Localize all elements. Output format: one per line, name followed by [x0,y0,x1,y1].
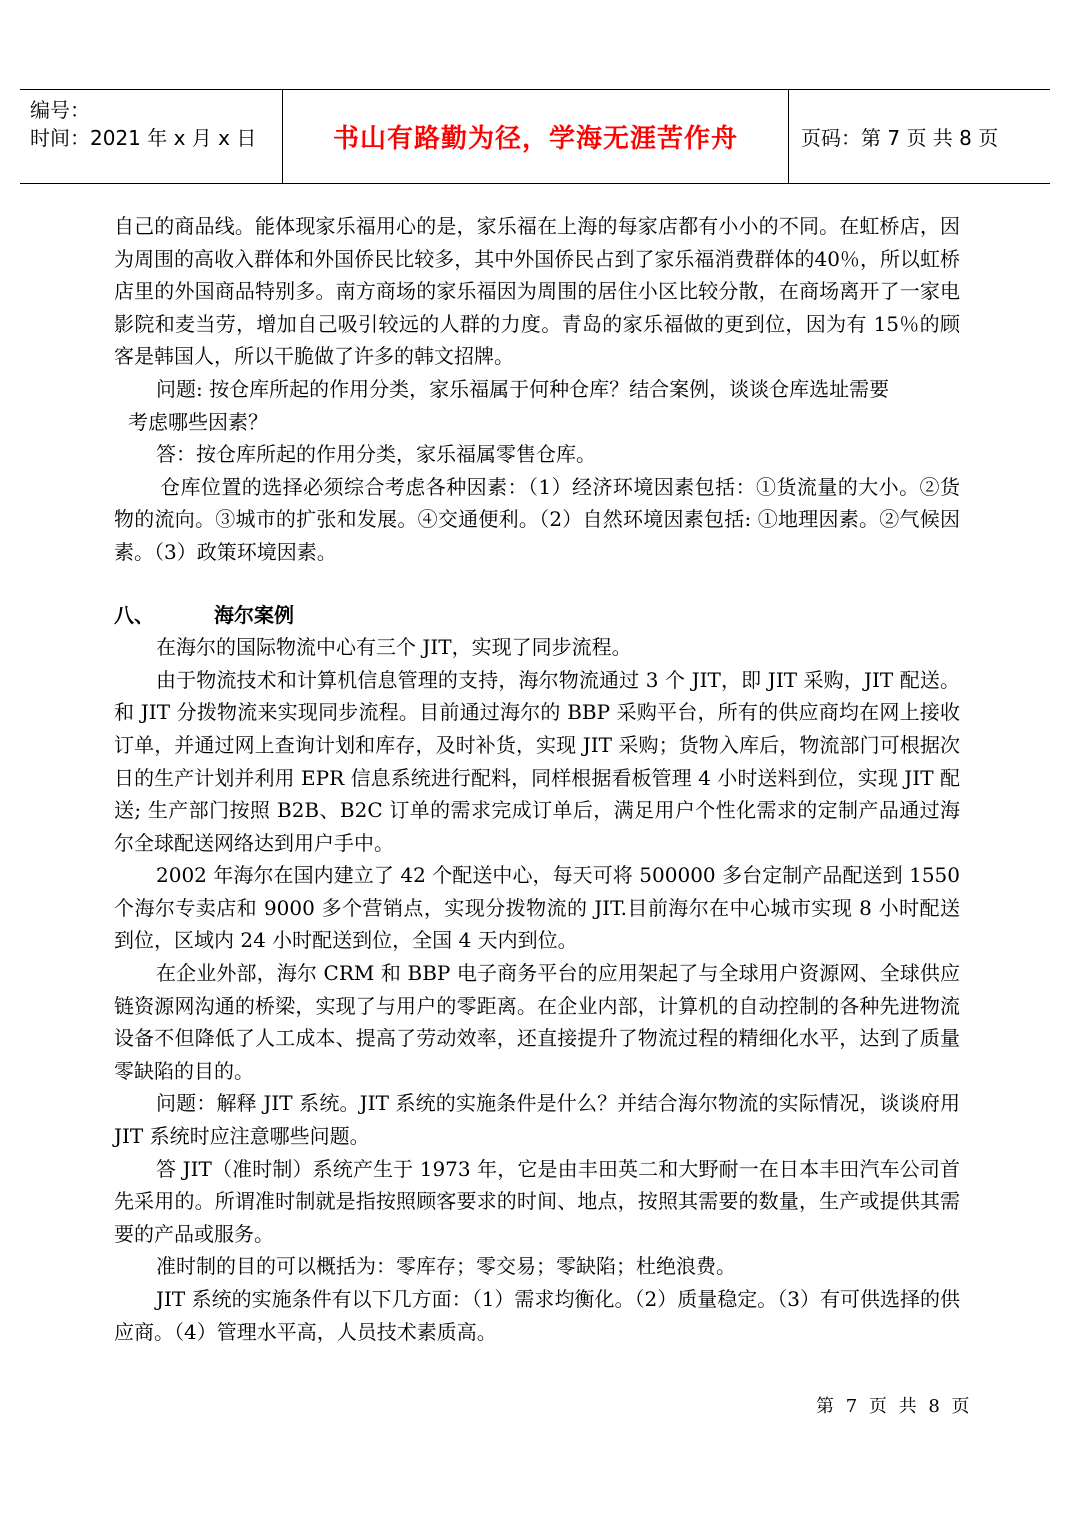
paragraph-haier-logistics: 由于物流技术和计算机信息管理的支持，海尔物流通过 3 个 JIT，即 JIT 采购，JIT 配送。和 JIT 分拨物流来实现同步流程。目前通过海尔的 BBP 采购平台，所有的供应商均在网上接收订单，并通过网上查询计划和库存，及时补货，实现 JIT 采购；货物入库后，物流部门可根据次日的生产计划并利用 EPR 信息系统进行配料，同样根据看板管理 4 小时送料到位，实现 JIT 配送; 生产部门按照 B2B、B2C 订单的需求完成订单后，满足用户个性化需求的定制产品通过海尔全球配送网络达到用户手中。 [114,667,960,855]
header-left-cell [20,90,282,183]
page-header [20,89,1050,184]
paragraph-haier-jit: 在海尔的国际物流中心有三个 JIT，实现了同步流程。 [156,635,632,660]
document-time-label: 时间：2021 年 x 月 x 日 [30,126,257,150]
header-motto-cell [282,90,789,183]
paragraph-carrefour-stores: 自己的商品线。能体现家乐福用心的是，家乐福在上海的每家店都有小小的不同。在虹桥店，因为周围的高收入群体和外国侨民比较多，其中外国侨民占到了家乐福消费群体的40％，所以虹桥店里的外国商品特别多。南方商场的家乐福因为周围的居住小区比较分散，在商场离开了一家电影院和麦当劳，增加自己吸引较远的人群的力度。青岛的家乐福做的更到位，因为有 15％的顾客是韩国人，所以干脆做了许多的韩文招牌。 [114,214,960,369]
section-heading [114,599,960,632]
answer-jit-origin: 答 JIT（准时制）系统产生于 1973 年，它是由丰田英二和大野耐一在日本丰田汽车公司首先采用的。所谓准时制就是指按照顾客要求的时间、地点，按照其需要的数量，生产或提供其需要的产品或服务。 [114,1156,960,1246]
question-jit: 问题：解释 JIT 系统。JIT 系统的实施条件是什么？并结合海尔物流的实际情况，谈谈府用 JIT 系统时应注意哪些问题。 [114,1091,960,1149]
header-page-info: 页码：第 7 页 共 8 页 [801,126,999,150]
question-warehouse-line1: 问题: 按仓库所起的作用分类，家乐福属于何种仓库？结合案例，谈谈仓库选址需要 [156,376,890,401]
answer-warehouse-type: 答：按仓库所起的作用分类，家乐福属零售仓库。 [156,442,596,467]
page-footer: 第 7 页 共 8 页 [816,1396,973,1417]
section-number: 八、 [114,602,154,627]
answer-warehouse-factors: 仓库位置的选择必须综合考虑各种因素：（1）经济环境因素包括：①货流量的大小。②货物的流向。③城市的扩张和发展。④交通便利。（2）自然环境因素包括: ①地理因素。②气候因素。（3）政策环境因素。 [114,474,960,564]
question-warehouse-line2: 考虑哪些因素？ [128,409,268,434]
paragraph-haier-distribution: 2002 年海尔在国内建立了 42 个配送中心，每天可将 500000 多台定制产品配送到 1550 个海尔专卖店和 9000 多个营销点，实现分拨物流的 JIT.目前海尔在中心城市实现 8 小时配送到位，区域内 24 小时配送到位，全国 4 天内到位。 [114,863,960,953]
answer-jit-goals: 准时制的目的可以概括为：零库存；零交易；零缺陷；杜绝浪费。 [156,1254,736,1279]
paragraph-haier-crm: 在企业外部，海尔 CRM 和 BBP 电子商务平台的应用架起了与全球用户资源网、全球供应链资源网沟通的桥梁，实现了与用户的零距离。在企业内部，计算机的自动控制的各种先进物流设备不但降低了人工成本、提高了劳动效率，还直接提升了物流过程的精细化水平，达到了质量零缺陷的目的。 [114,961,960,1083]
answer-jit-conditions: JIT 系统的实施条件有以下几方面：（1）需求均衡化。（2）质量稳定。（3）有可供选择的供应商。（4）管理水平高，人员技术素质高。 [114,1287,960,1344]
document-body [114,210,960,1348]
section-title: 海尔案例 [214,602,294,627]
header-motto: 书山有路勤为径，学海无涯苦作舟 [332,124,738,154]
header-page-cell [789,90,1050,183]
document-number-label: 编号： [30,98,90,122]
section-spacer [114,569,960,599]
